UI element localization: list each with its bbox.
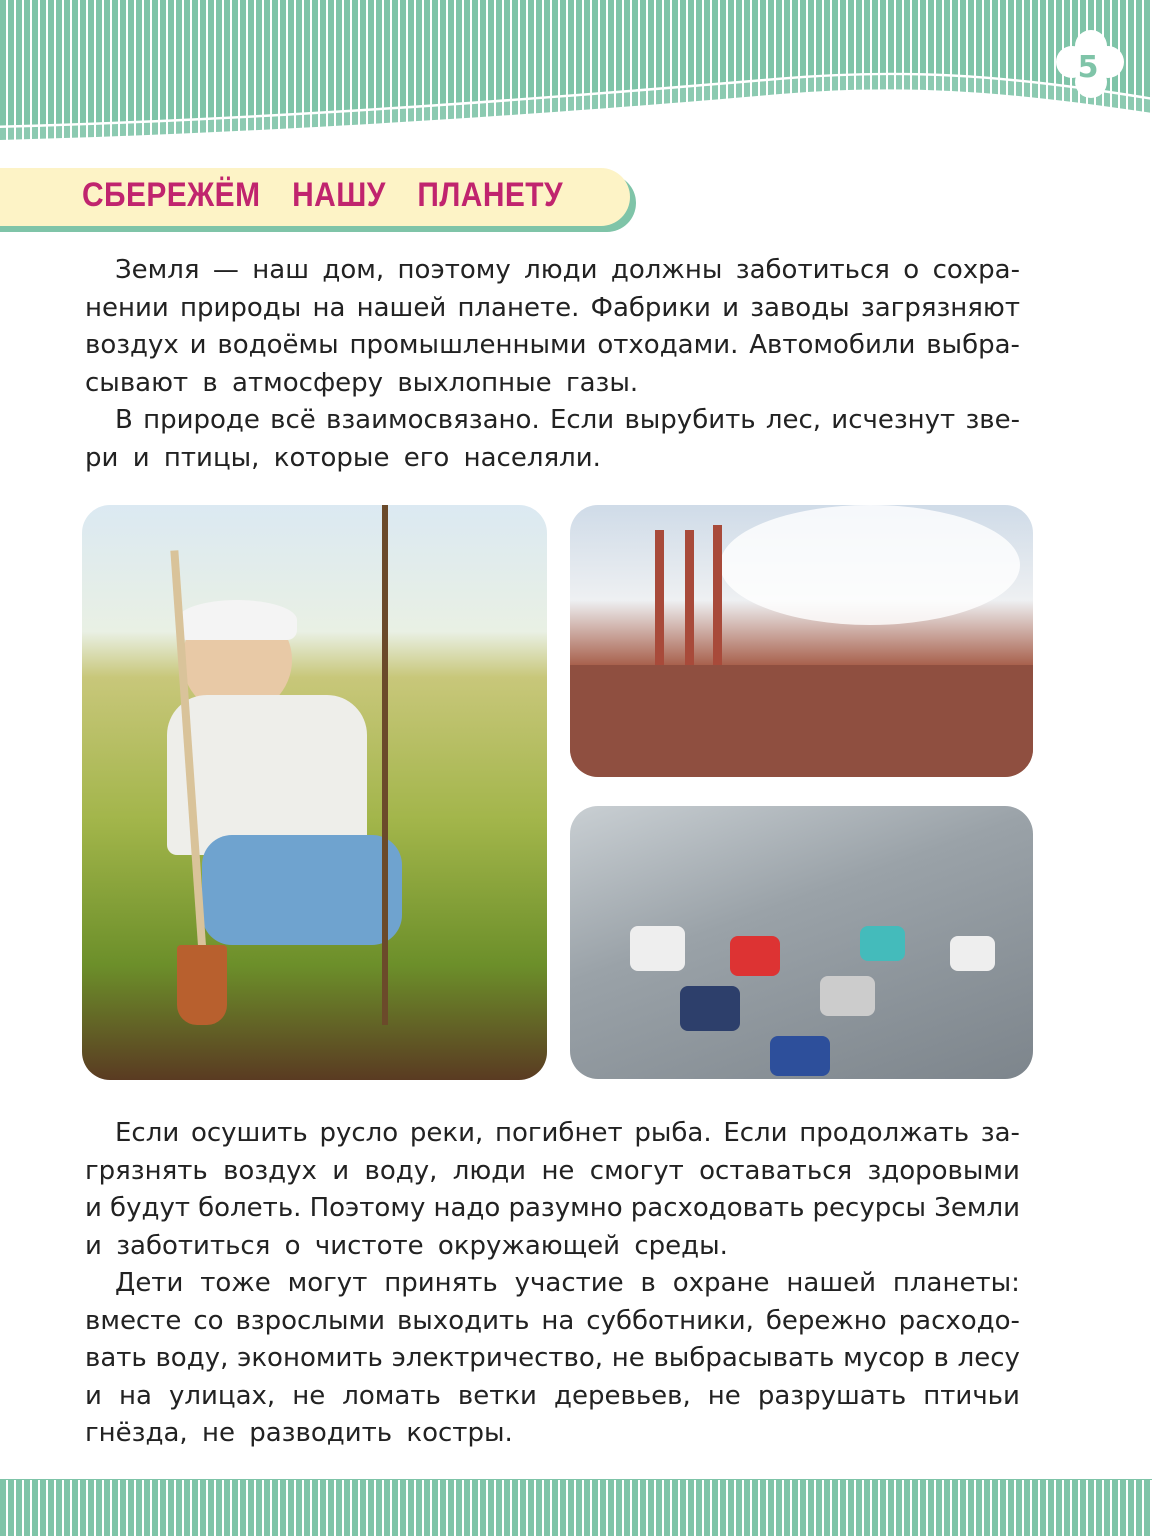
text-line: вместе со взрослыми выходить на субботники, бережно расходо- <box>85 1305 1020 1336</box>
text-line: сывают в атмосферу выхлопные газы. <box>85 367 639 398</box>
text-line: В природе всё взаимосвязано. Если вырубить лес, исчезнут зве- <box>115 405 1020 435</box>
text-line: и будут болеть. Поэтому надо разумно расходовать ресурсы Земли <box>85 1193 1020 1223</box>
text-line: грязнять воздух и воду, люди не смогут оставаться здоровыми <box>85 1155 1020 1186</box>
text-line: Дети тоже могут принять участие в охране нашей планеты: <box>115 1268 1020 1298</box>
page-header <box>0 0 1152 145</box>
photo-factory-smokestacks <box>570 505 1033 777</box>
text-line: Если осушить русло реки, погибнет рыба. Если продолжать за- <box>115 1118 1020 1148</box>
text-line: и заботиться о чистоте окружающей среды. <box>85 1230 728 1261</box>
text-line: нении природы на нашей планете. Фабрики и заводы загрязняют <box>85 292 1020 323</box>
text-line: и на улицах, не ломать ветки деревьев, не разрушать птичьи <box>85 1380 1020 1411</box>
text-line: ри и птицы, которые его населяли. <box>85 442 601 473</box>
page-footer-stripes <box>0 1479 1152 1536</box>
page-number: 5 <box>1077 50 1099 85</box>
page-title: СБЕРЕЖЁМ НАШУ ПЛАНЕТУ <box>82 176 564 214</box>
photo-boy-planting-tree <box>82 505 547 1080</box>
text-line: вать воду, экономить электричество, не выбрасывать мусор в лесу <box>85 1343 1020 1373</box>
text-bottom <box>85 1115 1020 1453</box>
page-number-badge <box>1058 36 1124 102</box>
text-line: гнёзда, не разводить костры. <box>85 1418 513 1448</box>
text-top <box>85 252 1020 477</box>
text-line: Земля — наш дом, поэтому люди должны заботиться о сохра- <box>115 255 1020 285</box>
header-stripes <box>0 0 1152 145</box>
text-line: воздух и водоёмы промышленными отходами. Автомобили выбра- <box>85 330 1020 360</box>
photo-traffic-jam <box>570 806 1033 1079</box>
